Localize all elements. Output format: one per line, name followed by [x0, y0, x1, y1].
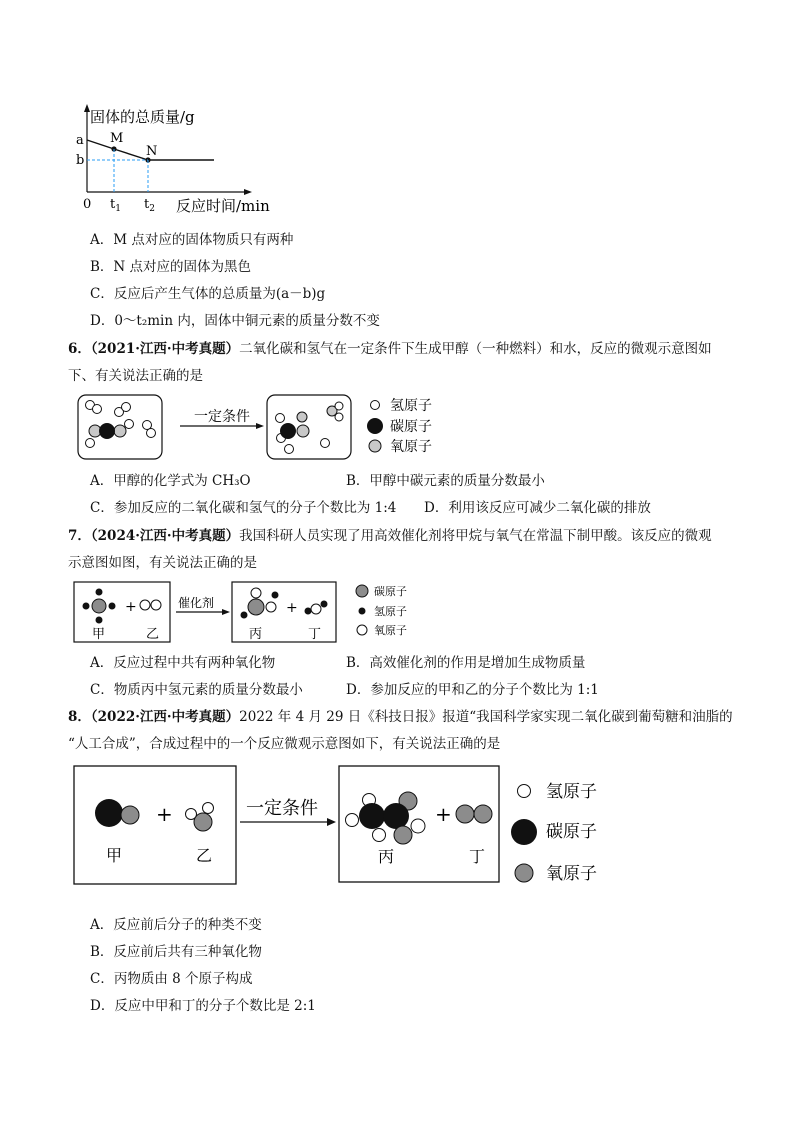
q7-stem-text: 我国科研人员实现了用高效催化剂将甲烷与氧气在常温下制甲酸。该反应的微观 — [239, 528, 712, 544]
q7-option-c: C．物质丙中氢元素的质量分数最小 — [90, 682, 303, 698]
q6-source: （2021·江西·中考真题） — [90, 341, 240, 357]
q6-option-a: A．甲醇的化学式为 CH₃O — [90, 473, 251, 489]
q6-option-c: C．参加反应的二氧化碳和氢气的分子个数比为 1:4 — [90, 500, 397, 516]
q6-condition: 一定条件 — [194, 409, 250, 425]
q8-number: 8． — [68, 709, 91, 725]
graph-origin: 0 — [83, 197, 92, 212]
q7-label-bing: 丙 — [249, 627, 263, 642]
q6-legend-o: 氧原子 — [390, 439, 432, 455]
q8-stem-line1 — [68, 708, 733, 726]
q7-option-b: B．高效催化剂的作用是增加生成物质量 — [346, 655, 586, 671]
q6-legend-c: 碳原子 — [390, 419, 432, 435]
q7-option-d: D．参加反应的甲和乙的分子个数比为 1:1 — [346, 682, 599, 698]
q7-source: （2024·江西·中考真题） — [90, 528, 240, 544]
q8-legend-o: 氧原子 — [546, 864, 597, 884]
graph-m-label: M — [110, 131, 124, 146]
q8-label-yi: 乙 — [196, 846, 213, 865]
q7-plus-1: + — [125, 599, 137, 615]
q6-reaction-diagram — [76, 393, 456, 463]
q8-option-d: D．反应中甲和丁的分子个数比是 2:1 — [90, 998, 316, 1014]
q8-stem-line2: “人工合成”，合成过程中的一个反应微观示意图如下，有关说法正确的是 — [68, 736, 501, 752]
q7-legend-o: 氧原子 — [374, 624, 407, 637]
q6-stem-text: 二氧化碳和氢气在一定条件下生成甲醇（一种燃料）和水，反应的微观示意图如 — [239, 341, 712, 357]
q7-condition: 催化剂 — [178, 596, 215, 610]
q8-condition: 一定条件 — [246, 798, 318, 819]
q7-stem-line1 — [68, 527, 712, 545]
q5-option-d: D．0～t₂min 内，固体中铜元素的质量分数不变 — [90, 313, 380, 329]
q8-label-jia: 甲 — [106, 846, 123, 865]
q8-source: （2022·江西·中考真题） — [90, 709, 240, 725]
q5-option-a: A．M 点对应的固体物质只有两种 — [90, 232, 294, 248]
q8-legend-h: 氢原子 — [546, 782, 597, 802]
q5-option-b: B．N 点对应的固体为黑色 — [90, 259, 252, 275]
q8-stem-text: 2022 年 4 月 29 日《科技日报》报道“我国科学家实现二氧化碳到葡萄糖和油脂的 — [239, 709, 733, 725]
q8-reaction-diagram — [72, 762, 642, 890]
q8-option-a: A．反应前后分子的种类不变 — [90, 917, 262, 933]
mass-time-graph — [72, 100, 292, 218]
q6-option-b: B．甲醇中碳元素的质量分数最小 — [346, 473, 545, 489]
graph-b-label: b — [76, 153, 85, 168]
q8-plus-1: + — [156, 802, 173, 826]
q7-stem-line2: 示意图如图，有关说法正确的是 — [68, 555, 257, 571]
q7-legend-h: 氢原子 — [374, 605, 407, 618]
q6-stem-line1 — [68, 340, 712, 358]
q6-option-d: D．利用该反应可减少二氧化碳的排放 — [424, 500, 651, 516]
graph-a-label: a — [76, 133, 84, 148]
q7-label-ding: 丁 — [308, 627, 322, 642]
graph-n-label: N — [146, 144, 158, 159]
q8-label-ding: 丁 — [469, 847, 486, 866]
q8-option-b: B．反应前后共有三种氧化物 — [90, 944, 262, 960]
q7-reaction-diagram — [72, 578, 432, 644]
q7-option-a: A．反应过程中共有两种氧化物 — [90, 655, 276, 671]
q6-number: 6． — [68, 341, 91, 357]
graph-t1-label: $t_1$ — [110, 197, 121, 214]
q8-label-bing: 丙 — [378, 847, 395, 866]
q7-plus-2: + — [286, 600, 298, 616]
q7-label-yi: 乙 — [146, 627, 160, 642]
q7-number: 7． — [68, 528, 91, 544]
q8-option-c: C．丙物质由 8 个原子构成 — [90, 971, 253, 987]
q6-legend-h: 氢原子 — [390, 398, 432, 414]
q7-legend-c: 碳原子 — [374, 585, 407, 598]
q7-label-jia: 甲 — [92, 627, 106, 642]
graph-x-label: 反应时间/min — [176, 197, 270, 215]
graph-y-label: 固体的总质量/g — [90, 108, 195, 126]
q8-plus-2: + — [435, 802, 452, 826]
q8-legend-c: 碳原子 — [546, 822, 597, 842]
graph-t2-label: $t_2$ — [144, 197, 155, 214]
q6-stem-line2: 下、有关说法正确的是 — [68, 368, 203, 384]
q5-option-c: C．反应后产生气体的总质量为(a－b)g — [90, 286, 326, 302]
